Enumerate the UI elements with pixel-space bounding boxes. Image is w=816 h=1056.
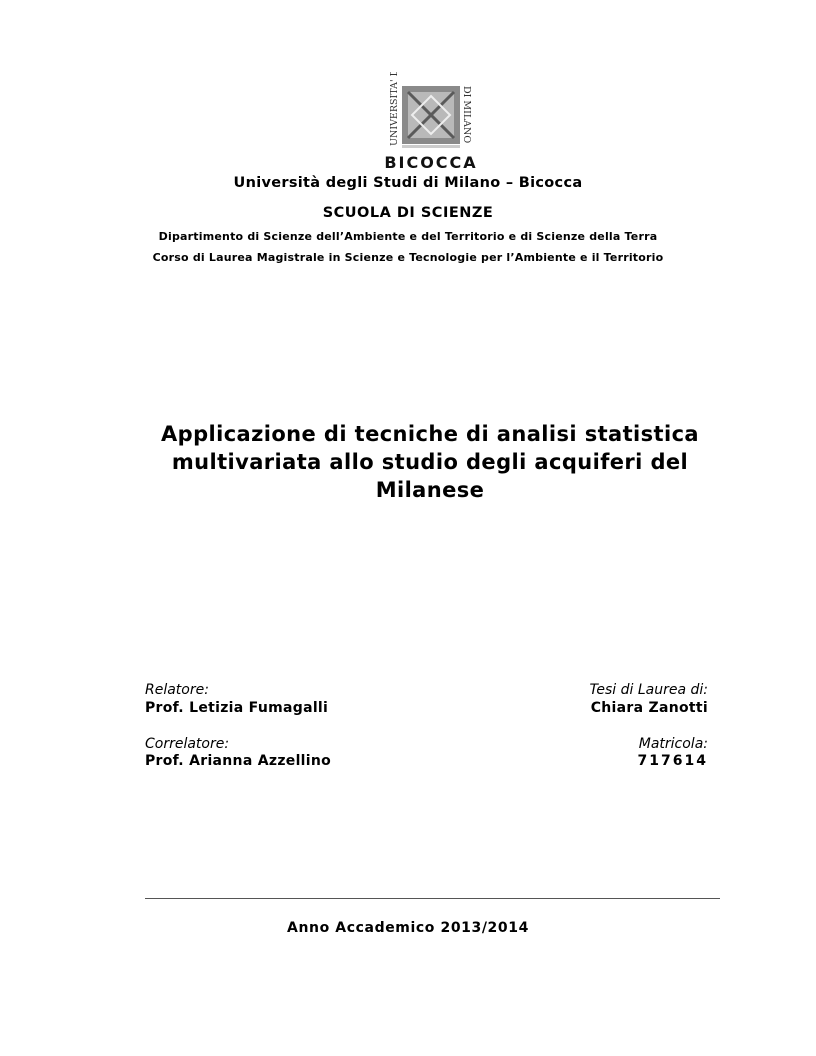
horizontal-rule xyxy=(145,898,720,899)
matricola-value: 717614 xyxy=(637,753,708,769)
relatore-label: Relatore: xyxy=(145,682,209,698)
student-name: Chiara Zanotti xyxy=(590,700,708,716)
logo-bottom-text: BICOCCA xyxy=(384,153,478,170)
university-name: Università degli Studi di Milano – Bicocca xyxy=(233,175,583,191)
correlatore-label: Correlatore: xyxy=(145,736,230,752)
university-logo xyxy=(384,72,478,170)
matricola-label: Matricola: xyxy=(638,736,708,752)
relatore-name: Prof. Letizia Fumagalli xyxy=(145,700,329,716)
school-name: SCUOLA DI SCIENZE xyxy=(322,205,494,221)
thesis-title-line-2: multivariata allo studio degli acquiferi del xyxy=(171,450,689,474)
correlatore-name: Prof. Arianna Azzellino xyxy=(145,753,332,769)
logo-top-text: UNIVERSITA' DEGLI STUDI xyxy=(389,72,400,146)
tesi-label: Tesi di Laurea di: xyxy=(589,682,708,698)
thesis-title-line-1: Applicazione di tecniche di analisi statistica xyxy=(161,422,699,446)
thesis-title-line-3: Milanese xyxy=(375,478,485,502)
logo-right-text: DI MILANO xyxy=(461,86,472,144)
thesis-title xyxy=(140,420,720,504)
academic-year: Anno Accademico 2013/2014 xyxy=(287,920,529,936)
department-name: Dipartimento di Scienze dell’Ambiente e del Territorio e di Scienze della Terra xyxy=(158,230,658,243)
course-name: Corso di Laurea Magistrale in Scienze e Tecnologie per l’Ambiente e il Territorio xyxy=(152,251,664,264)
